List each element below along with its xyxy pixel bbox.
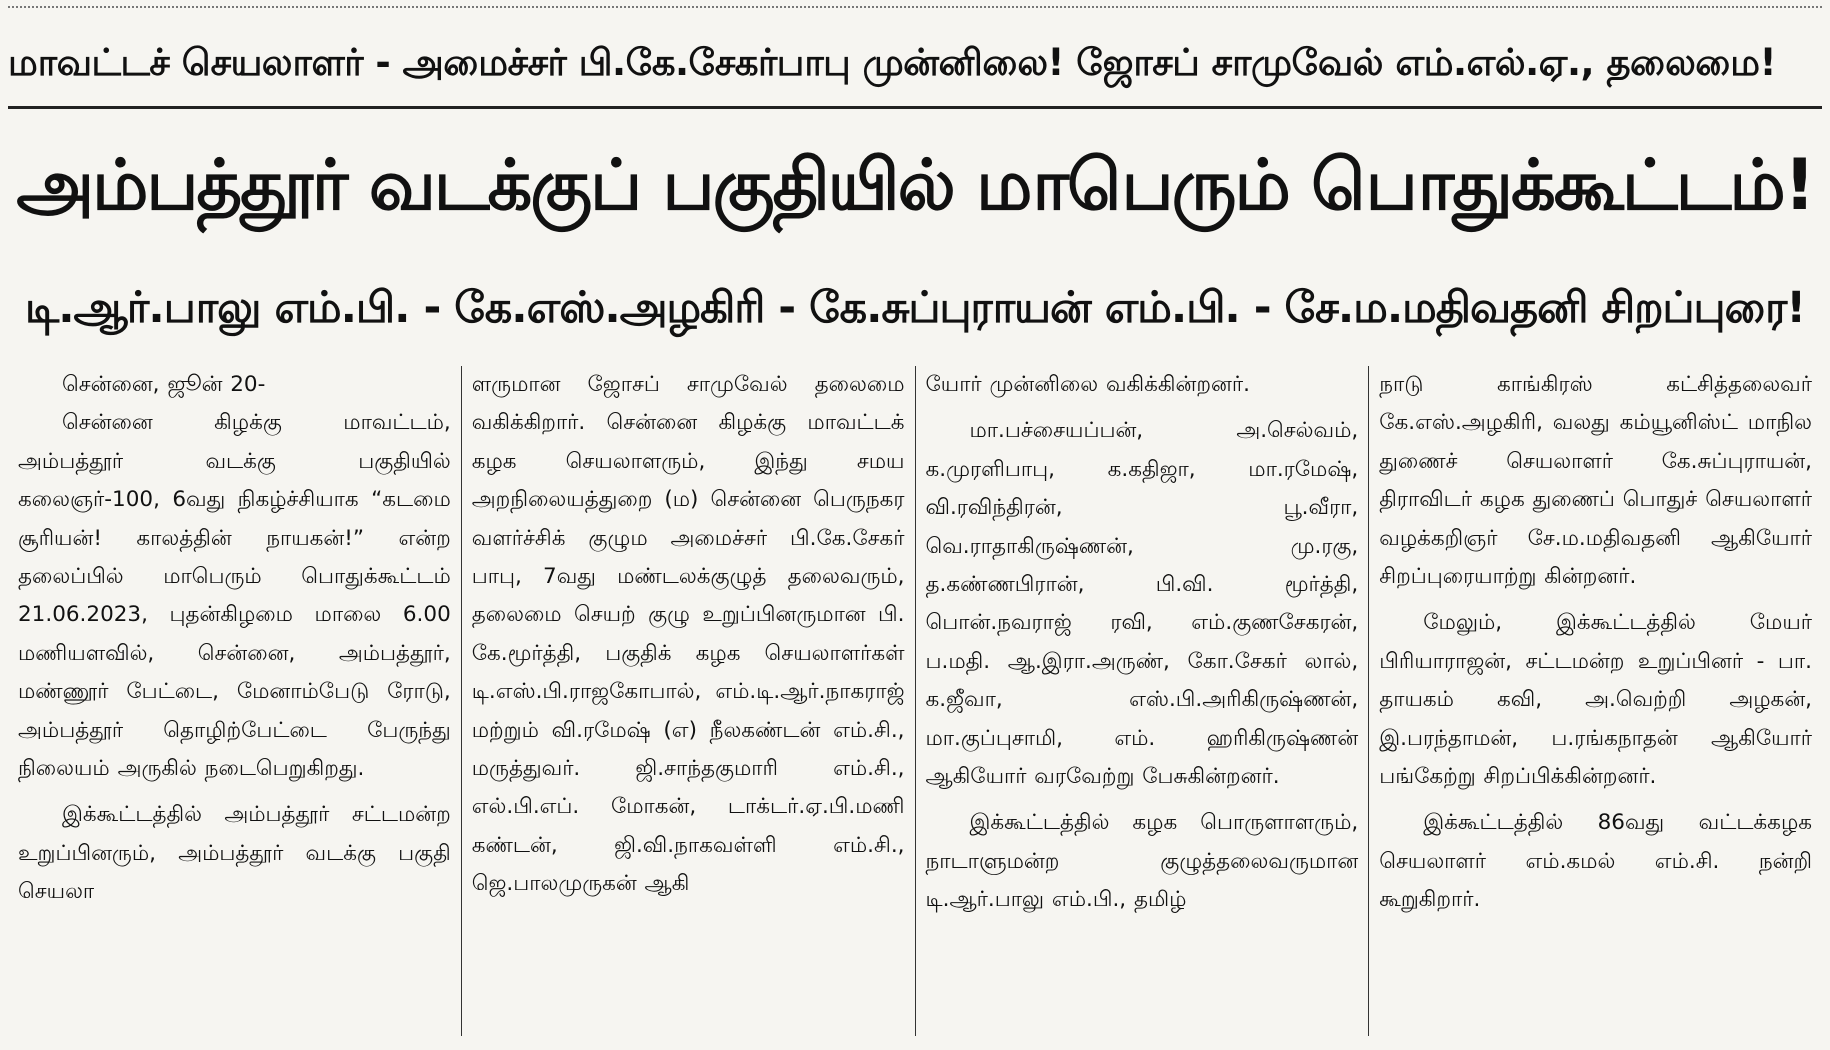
article-paragraph: நாடு காங்கிரஸ் கட்சித்தலைவர் கே.எஸ்.அழகிரி, வலது கம்யூனிஸ்ட் மாநில துணைச் செயலாளர் கே.சுப்புராயன், திராவிடர் கழக துணைப் பொதுச் செயலாளர் வழக்கறிஞர் சே.ம.மதிவதனி ஆகியோர் சிறப்புரையாற்று கின்றனர். <box>1379 372 1812 590</box>
article-column-4 <box>1369 366 1822 1036</box>
article-paragraph: யோர் முன்னிலை வகிக்கின்றனர். <box>925 372 1250 397</box>
top-dotted-rule <box>8 6 1822 8</box>
article-paragraph: சென்னை கிழக்கு மாவட்டம், அம்பத்தூர் வடக்கு பகுதியில் கலைஞர்-100, 6வது நிகழ்ச்சியாக “கடமை சூரியன்! காலத்தின் நாயகன்!” என்ற தலைப்பில் மாபெரும் பொதுக்கூட்டம் 21.06.2023, புதன்கிழமை மாலை 6.00 மணியளவில், சென்னை, அம்பத்தூர், மண்ணூர் பேட்டை, மேனாம்பேடு ரோடு, அம்பத்தூர் தொழிற்பேட்டை பேருந்து நிலையம் அருகில் நடைபெறுகிறது. <box>18 410 451 782</box>
dateline: சென்னை, ஜூன் 20- <box>62 372 266 397</box>
article-column-3 <box>916 366 1370 1036</box>
kicker-divider <box>8 106 1822 109</box>
kicker-line: மாவட்டச் செயலாளர் - அமைச்சர் பி.கே.சேகர்பாபு முன்னிலை! ஜோசப் சாமுவேல் எம்.எல்.ஏ., தலைமை! <box>8 41 1776 84</box>
article-paragraph: மேலும், இக்கூட்டத்தில் மேயர் பிரியாராஜன், சட்டமன்ற உறுப்பினர் - பா. தாயகம் கவி, அ.வெற்றி அழகன், இ.பரந்தாமன், ப.ரங்கநாதன் ஆகியோர் பங்கேற்று சிறப்பிக்கின்றனர். <box>1379 610 1812 790</box>
article-column-1 <box>8 366 462 1036</box>
article-paragraph: மா.பச்சையப்பன், அ.செல்வம், க.முரளிபாபு, க.கதிஜா, மா.ரமேஷ், வி.ரவிந்திரன், பூ.வீரா, வெ.ராதாகிருஷ்ணன், மு.ரகு, த.கண்ணபிரான், பி.வி. மூர்த்தி, பொன்.நவராஜ் ரவி, எம்.குணசேகரன், ப.மதி. ஆ.இரா.அருண், கோ.சேகர் லால், க.ஜீவா, எஸ்.பி.அரிகிருஷ்ணன், மா.குப்புசாமி, எம். ஹரிகிருஷ்ணன் ஆகியோர் வரவேற்று பேசுகின்றனர். <box>925 418 1359 790</box>
article-paragraph: ளருமான ஜோசப் சாமுவேல் தலைமை வகிக்கிறார். சென்னை கிழக்கு மாவட்டக் கழக செயலாளரும், இந்து சமய அறநிலையத்துறை (ம) சென்னை பெருநகர வளர்ச்சிக் குழும அமைச்சர் பி.கே.சேகர் பாபு, 7வது மண்டலக்குழுத் தலைவரும், தலைமை செயற் குழு உறுப்பினருமான பி. கே.மூர்த்தி, பகுதிக் கழக செயலாளர்கள் டி.எஸ்.பி.ராஜகோபால், எம்.டி.ஆர்.நாகராஜ் மற்றும் வி.ரமேஷ் (எ) நீலகண்டன் எம்.சி., மருத்துவர். ஜி.சாந்தகுமாரி எம்.சி., எல்.பி.எப். மோகன், டாக்டர்.ஏ.பி.மணி கண்டன், ஜி.வி.நாகவள்ளி எம்.சி., ஜெ.பாலமுருகன் ஆகி <box>471 372 905 897</box>
headline: அம்பத்தூர் வடக்குப் பகுதியில் மாபெரும் பொதுக்கூட்டம்! <box>16 144 1814 226</box>
article-paragraph: இக்கூட்டத்தில் கழக பொருளாளரும், நாடாளுமன்ற குழுத்தலைவருமான டி.ஆர்.பாலு எம்.பி., தமிழ் <box>925 810 1359 913</box>
article-paragraph: இக்கூட்டத்தில் அம்பத்தூர் சட்டமன்ற உறுப்பினரும், அம்பத்தூர் வடக்கு பகுதி செயலா <box>18 802 451 905</box>
article-paragraph: இக்கூட்டத்தில் 86வது வட்டக்கழக செயலாளர் எம்.கமல் எம்.சி. நன்றி கூறுகிறார். <box>1379 810 1812 913</box>
article-column-2 <box>462 366 916 1036</box>
article-columns <box>8 366 1822 1036</box>
subheadline: டி.ஆர்.பாலு எம்.பி. - கே.எஸ்.அழகிரி - கே.சுப்புராயன் எம்.பி. - சே.ம.மதிவதனி சிறப்புரை! <box>24 283 1806 333</box>
